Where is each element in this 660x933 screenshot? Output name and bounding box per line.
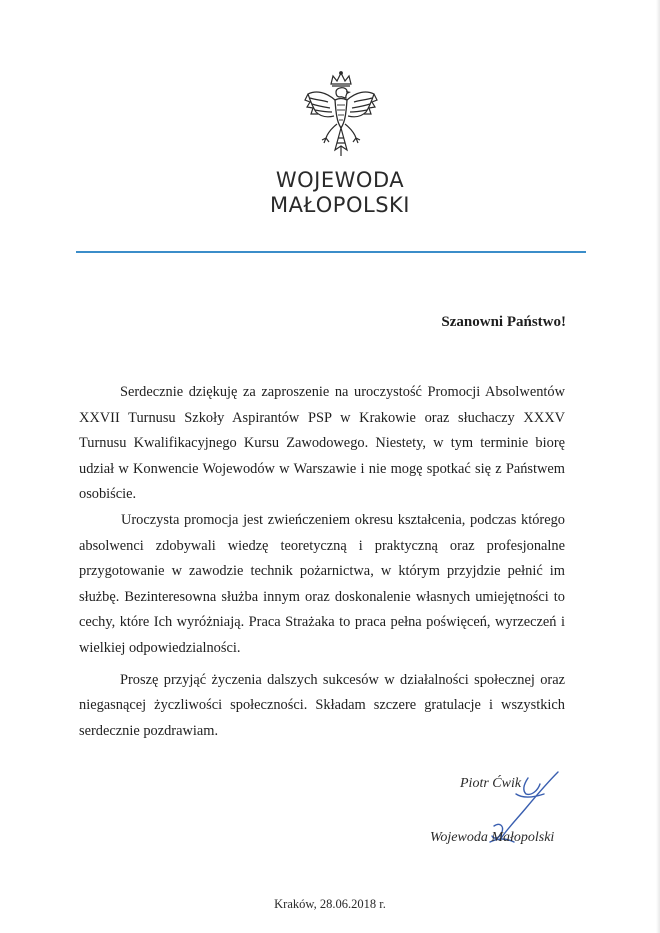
place-and-date: Kraków, 28.06.2018 r. — [274, 897, 386, 911]
signatory-name: Piotr Ćwik — [460, 776, 522, 791]
scan-edge — [656, 0, 660, 933]
signature-block — [420, 768, 600, 858]
paragraph-3: Proszę przyjąć życzenia dalszych sukcesów w działalności społecznej oraz niegasnącej życzliwości społeczności. Składam szczere gratulacje i wszystkich serdecznie pozdrawiam. — [79, 671, 565, 739]
office-title-line2: MAŁOPOLSKI — [269, 193, 410, 217]
paragraph-1: Serdecznie dziękuję za zaproszenie na uroczystość Promocji Absolwentów XXVII Turnusu Szkoły Aspirantów PSP w Krakowie oraz słuchaczy XXXV Turnusu Kwalifikacyjnego Kursu Zawodowego. Niestety, w tym terminie biorę udział w Konwencie Wojewodów w Warszawie i nie mogę spotkać się z Państwem osobiście. — [79, 384, 565, 503]
salutation: Szanowni Państwo! — [441, 314, 566, 330]
paragraph-2: Uroczysta promocja jest zwieńczeniem okresu kształcenia, podczas którego absolwenci zdobywali wiedzę teoretyczną i praktyczną oraz profesjonalne przygotowanie w zawodzie technik pożarnictwa, w którym przyjdzie pełnić im służbę. Bezinteresowna służba innym oraz doskonalenie własnych umiejętności to cechy, które Ich wyróżniają. Praca Strażaka to praca pełna poświęceń, wyrzeczeń i wielkiej odpowiedzialności. — [79, 511, 565, 656]
letter-body — [79, 380, 565, 744]
header-divider — [76, 251, 586, 253]
polish-eagle-emblem-icon — [302, 70, 380, 160]
signatory-role: Wojewoda Małopolski — [430, 830, 555, 845]
office-title — [200, 168, 480, 218]
office-title-line1: WOJEWODA — [275, 168, 405, 192]
